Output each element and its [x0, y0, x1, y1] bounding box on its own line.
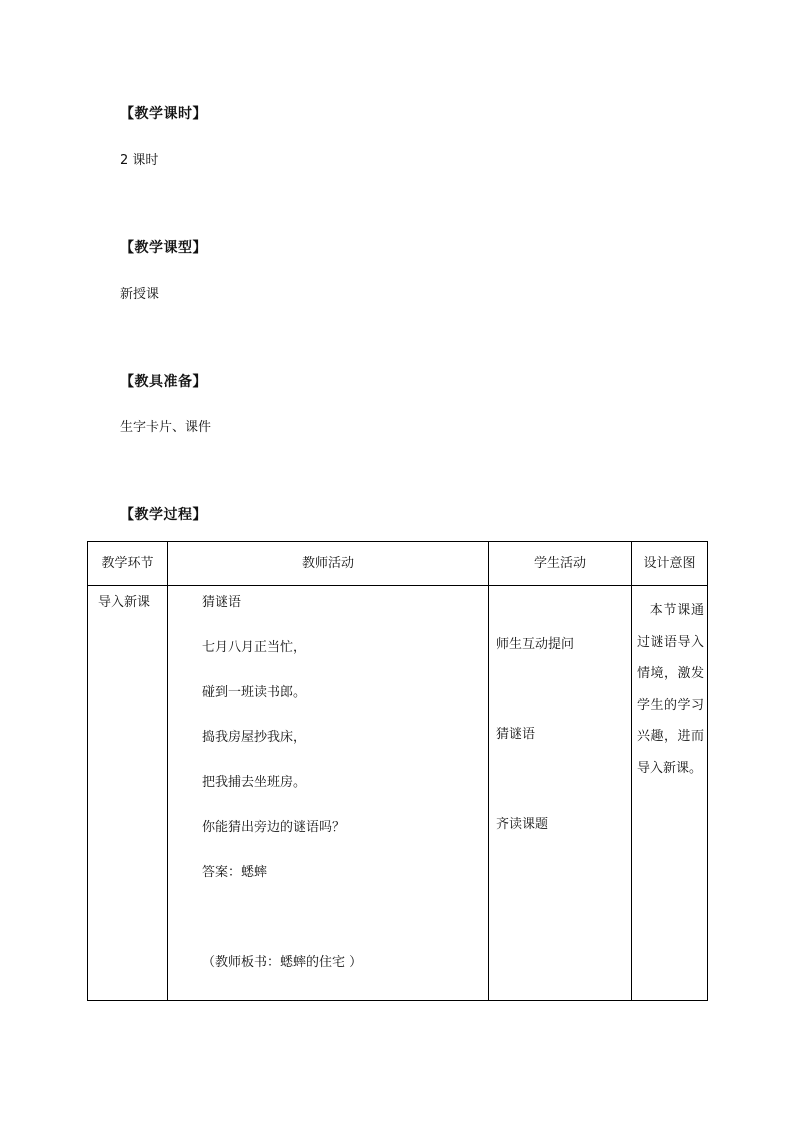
lesson-process-table [87, 541, 708, 1001]
section-content-class-type: 新授课 [120, 287, 160, 302]
header-cell-stage: 教学环节 [88, 542, 168, 586]
teacher-activity-cell [168, 586, 489, 1001]
student-activity-cell [489, 586, 632, 1001]
teacher-line: 你能猜出旁边的谜语吗？ [202, 820, 346, 835]
section-heading-teaching-aids: 【教具准备】 [120, 374, 207, 390]
table-header-row [88, 542, 708, 586]
table-row [88, 586, 708, 1001]
teacher-line: 把我捕去坐班房。 [202, 775, 307, 790]
teacher-line: 捣我房屋抄我床， [202, 730, 307, 745]
section-content-teaching-aids: 生字卡片、课件 [120, 420, 212, 435]
section-heading-class-hours: 【教学课时】 [120, 106, 207, 122]
section-heading-teaching-process: 【教学过程】 [120, 507, 207, 523]
header-cell-teacher-activity: 教师活动 [168, 542, 489, 586]
teacher-line: 答案：蟋蟀 [202, 865, 268, 880]
design-intent-text: 本节课通过谜语导入情境，激发学生的学习兴趣，进而导入新课。 [637, 603, 704, 776]
teacher-line: （教师板书：蟋蟀的住宅 ） [202, 955, 363, 970]
header-cell-student-activity: 学生活动 [489, 542, 632, 586]
header-cell-design-intent: 设计意图 [632, 542, 708, 586]
design-intent-cell [632, 586, 708, 1001]
student-line: 师生互动提问 [496, 637, 575, 652]
student-line: 齐读课题 [496, 817, 549, 832]
stage-cell: 导入新课 [88, 586, 168, 1001]
student-line: 猜谜语 [496, 727, 536, 742]
section-content-class-hours: 2 课时 [120, 153, 159, 168]
teacher-line: 碰到一班读书郎。 [202, 685, 307, 700]
section-heading-class-type: 【教学课型】 [120, 240, 207, 256]
teacher-line: 七月八月正当忙， [202, 640, 307, 655]
teacher-line: 猜谜语 [202, 595, 242, 610]
